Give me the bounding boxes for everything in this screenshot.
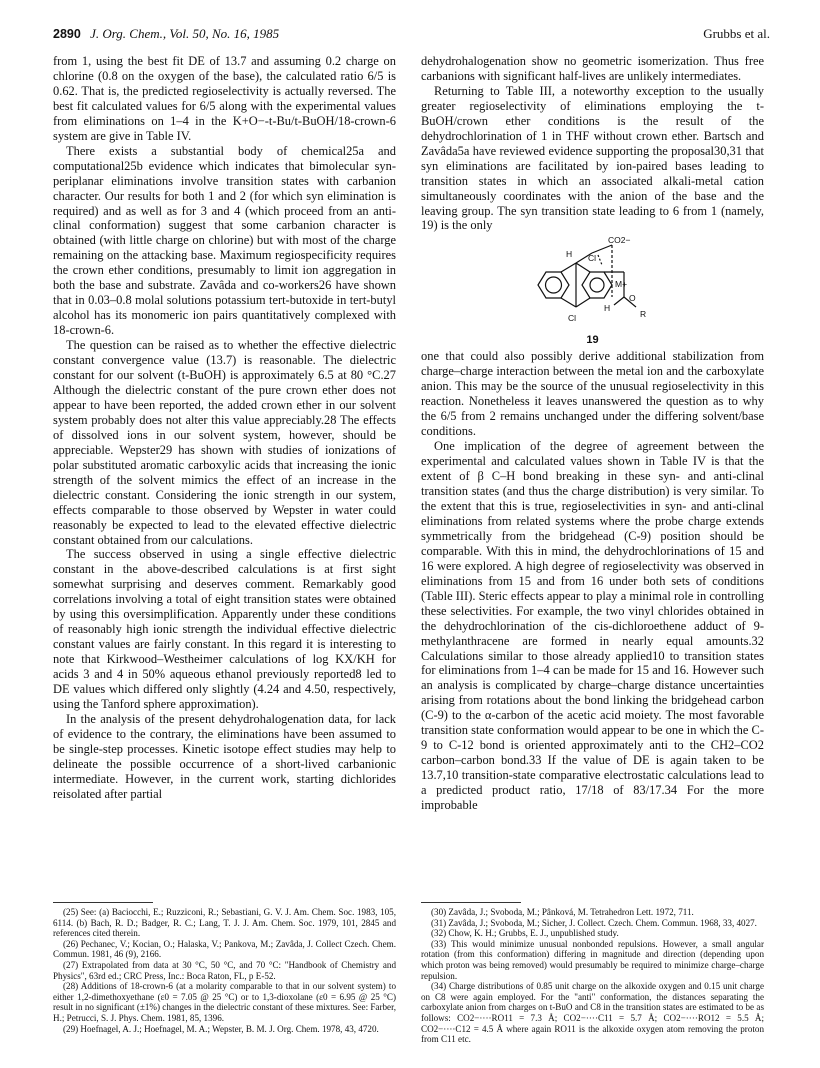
- paragraph: Returning to Table III, a noteworthy exception to the usually greater regioselectivity of eliminations employing the t-BuOH/crown ether conditions is the result of the dehydrochlorination of 1 in THF without crown ether. Bartsch and Zavâda5a have reviewed evidence supporting the proposal30,31 that syn eliminations are facilitated by ion-paired bases leading to transition states in which an associated alkali-metal cation simultaneously coordinates with the anion of the base and the leaving group. The syn transition state leading to 6 from 1 (namely, 19) is the only: [421, 83, 764, 233]
- footnote: (29) Hoefnagel, A. J.; Hoefnagel, M. A.; Wepster, B. M. J. Org. Chem. 1978, 43, 4720.: [63, 1023, 379, 1034]
- footnote: (33) This would minimize unusual nonbonded repulsions. However, a small angular rotation (from this conformation) differing in magnitude and direction (depending upon which proton was being removed) would presumably be required to minimize charge–charge repulsion.: [421, 938, 764, 981]
- footnote: (31) Zavâda, J.; Svoboda, M.; Sicher, J. Collect. Czech. Chem. Commun. 1968, 33, 4027.: [431, 917, 757, 928]
- footnote-rule: [53, 902, 153, 903]
- atom-label: M+: [614, 279, 627, 290]
- running-head-authors: Grubbs et al.: [703, 26, 770, 41]
- footnote: (25) See: (a) Baciocchi, E.; Ruzziconi, R.; Sebastiani, G. V. J. Am. Chem. Soc. 1983, 105, 6114. (b) Bach, R. D.; Badger, R. C.; Lang, T. J. J. Am. Chem. Soc. 1979, 101, 2845 and references cited therein.: [53, 907, 396, 939]
- page-header: [53, 26, 770, 46]
- paragraph: one that could also possibly derive additional stabilization from charge–charge interaction between the metal ion and the carboxylate anion. This may be the source of the unusual regioselectivity in this reaction. Nonetheless it leaves unanswered the question as to why the 6/5 from 2 remains unchanged under the differing solvent/base conditions.: [421, 349, 764, 439]
- paragraph: from 1, using the best fit DE of 13.7 and assuming 0.2 charge on chlorine (0.8 on the oxygen of the base), the calculated ratio 6/5 is 0.62. That is, the predicted regioselectivity is actually reversed. The best fit calculated values for 6/5 along with the experimental values from eliminations on 1–4 in the K+O−-t-Bu/t-BuOH/18-crown-6 system are give in Table IV.: [53, 54, 396, 143]
- atom-label: O: [628, 293, 636, 304]
- footnote: (27) Extrapolated from data at 30 °C, 50 °C, and 70 °C: "Handbook of Chemistry and Physics", 63rd ed.; CRC Press, Inc.: Boca Raton, FL, p E-52.: [53, 959, 396, 981]
- left-column: [53, 54, 396, 802]
- atom-label: H: [603, 303, 610, 314]
- paragraph: There exists a substantial body of chemical25a and computational25b evidence which indicates that bimolecular syn-periplanar eliminations involve transition states with carbanion character. Our results for both 1 and 2 (for which syn elimination is required) and as well as for 3 and 4 (which proceed from an anti-clinal conformation) suggest that some carbanion character is obtained (with little charge on chlorine) but with most of the charge remaining on the attacking base. Maximum regiospecificity requires the crown ether conditions, presumably to limit ion aggregation in both the base and substrate. Zavâda and co-workers26 have shown that in 0.03–0.8 molal solutions potassium tert-butoxide in tert-butyl alcohol has its monomeric ion pairs quantitatively complexed with 18-crown-6.: [53, 143, 396, 338]
- footnote: (30) Zavâda, J.; Svoboda, M.; Pânková, M. Tetrahedron Lett. 1972, 711.: [431, 907, 694, 917]
- running-head-left: [53, 26, 279, 42]
- footnotes-left: [53, 907, 396, 1034]
- structure-drawing: [508, 235, 678, 333]
- atom-label: CO2−: [607, 235, 630, 246]
- atom-label: Cl: [587, 253, 596, 264]
- atom-label: Cl: [567, 313, 576, 324]
- footnote-rule: [421, 902, 521, 903]
- paragraph: One implication of the degree of agreement between the experimental and calculated values shown in Table IV is that the extent of β C–H bond breaking in these syn- and anti-clinal transition states (and thus the charge distribution) is very similar. To the extent that this is true, regioselectivities in syn- and anti-clinal eliminations from related systems where the probe charge extends symmetrically from the bridgehead (C-9) position should be comparable. With this in mind, the dehydrochlorinations of 15 and 16 were explored. A high degree of regioselectivity was observed in eliminations from 15 and from 16 under both sets of conditions (Table III). Steric effects appear to play a minimal role in controlling these selectivities. For example, the two vinyl chlorides obtained in the dehydrochlorination of the cis-dichloroethene adduct of 9-methylanthracene are formed in nearly equal amounts.32 Calculations similar to those already applied10 to transition states for eliminations from 1–4 can be made for 15 and 16. However such an analysis is complicated by charge–charge distance uncertainties arising from rotations about the bond linking the bridgehead carbon (C-9) to the α-carbon of the acetic acid moiety. The most favorable transition state conformation would appear to be one in which the C-9 to C-12 bond is oriented approximately anti to the CH2–CO2 carbon–carbon bond.33 If the value of DE is again taken to be 13.7,10 transition-state comparative electrostatic calculations lead to a predicted product ratio, 17/18 of 83/17.34 For the more improbable: [421, 439, 764, 813]
- compound-label: 19: [586, 334, 599, 347]
- footnote: (34) Charge distributions of 0.85 unit charge on the alkoxide oxygen and 0.15 unit charge on C8 were again employed. For the "anti" conformation, the distances separating the carboxylate anion from charges on t-BuO and C8 in the transition states are estimated to be as follows: CO2−····RO11 = 7.3 Å; CO2−····C11 = 5.7 Å; CO2−····RO12 = 5.5 Å; CO2−····C12 = 4.5 Å where again RO11 is the alkoxide oxygen atom removing the proton from C11 etc.: [421, 981, 764, 1045]
- footnote: (28) Additions of 18-crown-6 (at a molarity comparable to that in our solvent system) to either 1,2-dimethoxyethane (ε0 = 7.05 @ 25 °C) or to 1,3-dioxolane (ε0 = 6.95 @ 25 °C) result in no significant (±1%) changes in the dielectric constant of these mixtures. See: Farber, H.; Petrucci, S. J. Phys. Chem. 1981, 85, 1396.: [53, 981, 397, 1023]
- footnote: (26) Pechanec, V.; Kocian, O.; Halaska, V.; Pankova, M.; Zavâda, J. Collect Czech. Chem. Commun. 1981, 46 (9), 2166.: [53, 938, 396, 960]
- atom-label: R: [639, 309, 646, 320]
- footnote: (32) Chow, K. H.; Grubbs, E. J., unpublished study.: [431, 928, 619, 939]
- paragraph: In the analysis of the present dehydrohalogenation data, for lack of evidence to the contrary, the eliminations have been assumed to be single-step processes. Kinetic isotope effect studies may help to delineate the possible occurrence of a short-lived carbanionic intermediate. However, in the current work, starting dichlorides reisolated after partial: [53, 711, 396, 801]
- footnotes-right: [421, 907, 764, 1045]
- chemical-structure-19: [421, 235, 764, 347]
- journal-citation: J. Org. Chem., Vol. 50, No. 16, 1985: [90, 26, 280, 41]
- paragraph: dehydrohalogenation show no geometric isomerization. Thus free carbanions with significant half-lives are unlikely intermediates.: [421, 54, 764, 83]
- paragraph: The success observed in using a single effective dielectric constant in the above-described calculations is at first sight somewhat surprising and deserves comment. Remarkably good correlations involving a total of eight transition states were obtained by using this oversimplification. Apparently under these conditions of reasonably high ionic strength the individual effective dielectric constant values are fairly constant. In this regard it is interesting to note that Kirkwood–Westheimer calculations of log KX/KH for acids 3 and 4 in 50% aqueous ethanol previously reported8 led to DE values which differed only slightly (4.24 and 4.50, respectively, using the Tanford sphere approximation).: [53, 547, 396, 711]
- right-column: [421, 54, 764, 813]
- paragraph: The question can be raised as to whether the effective dielectric constant convergence value (13.7) is reasonable. The dielectric constant for our solvent (t-BuOH) is approximately 6.5 at 80 °C.27 Although the dielectric constant of the pure crown ether does not appear to have been reported, the added crown ether in our solvent system probably does not alter this value appreciably.28 The effects of dissolved ions in our solvent system, however, should be appreciable. Wepster29 has shown with studies of ionizations of polar substituted aromatic carboxylic acids that increasing the ionic strength of the solvent mimics the effect of an increase in the dielectric constant. Considering the ionic strength in our system, effects comparable to those observed by Wepster in water could reasonably be expected to lead to the elevated effective dielectric constant obtained from our calculations.: [53, 338, 396, 547]
- atom-label: H: [565, 249, 572, 260]
- page-number: 2890: [53, 27, 81, 41]
